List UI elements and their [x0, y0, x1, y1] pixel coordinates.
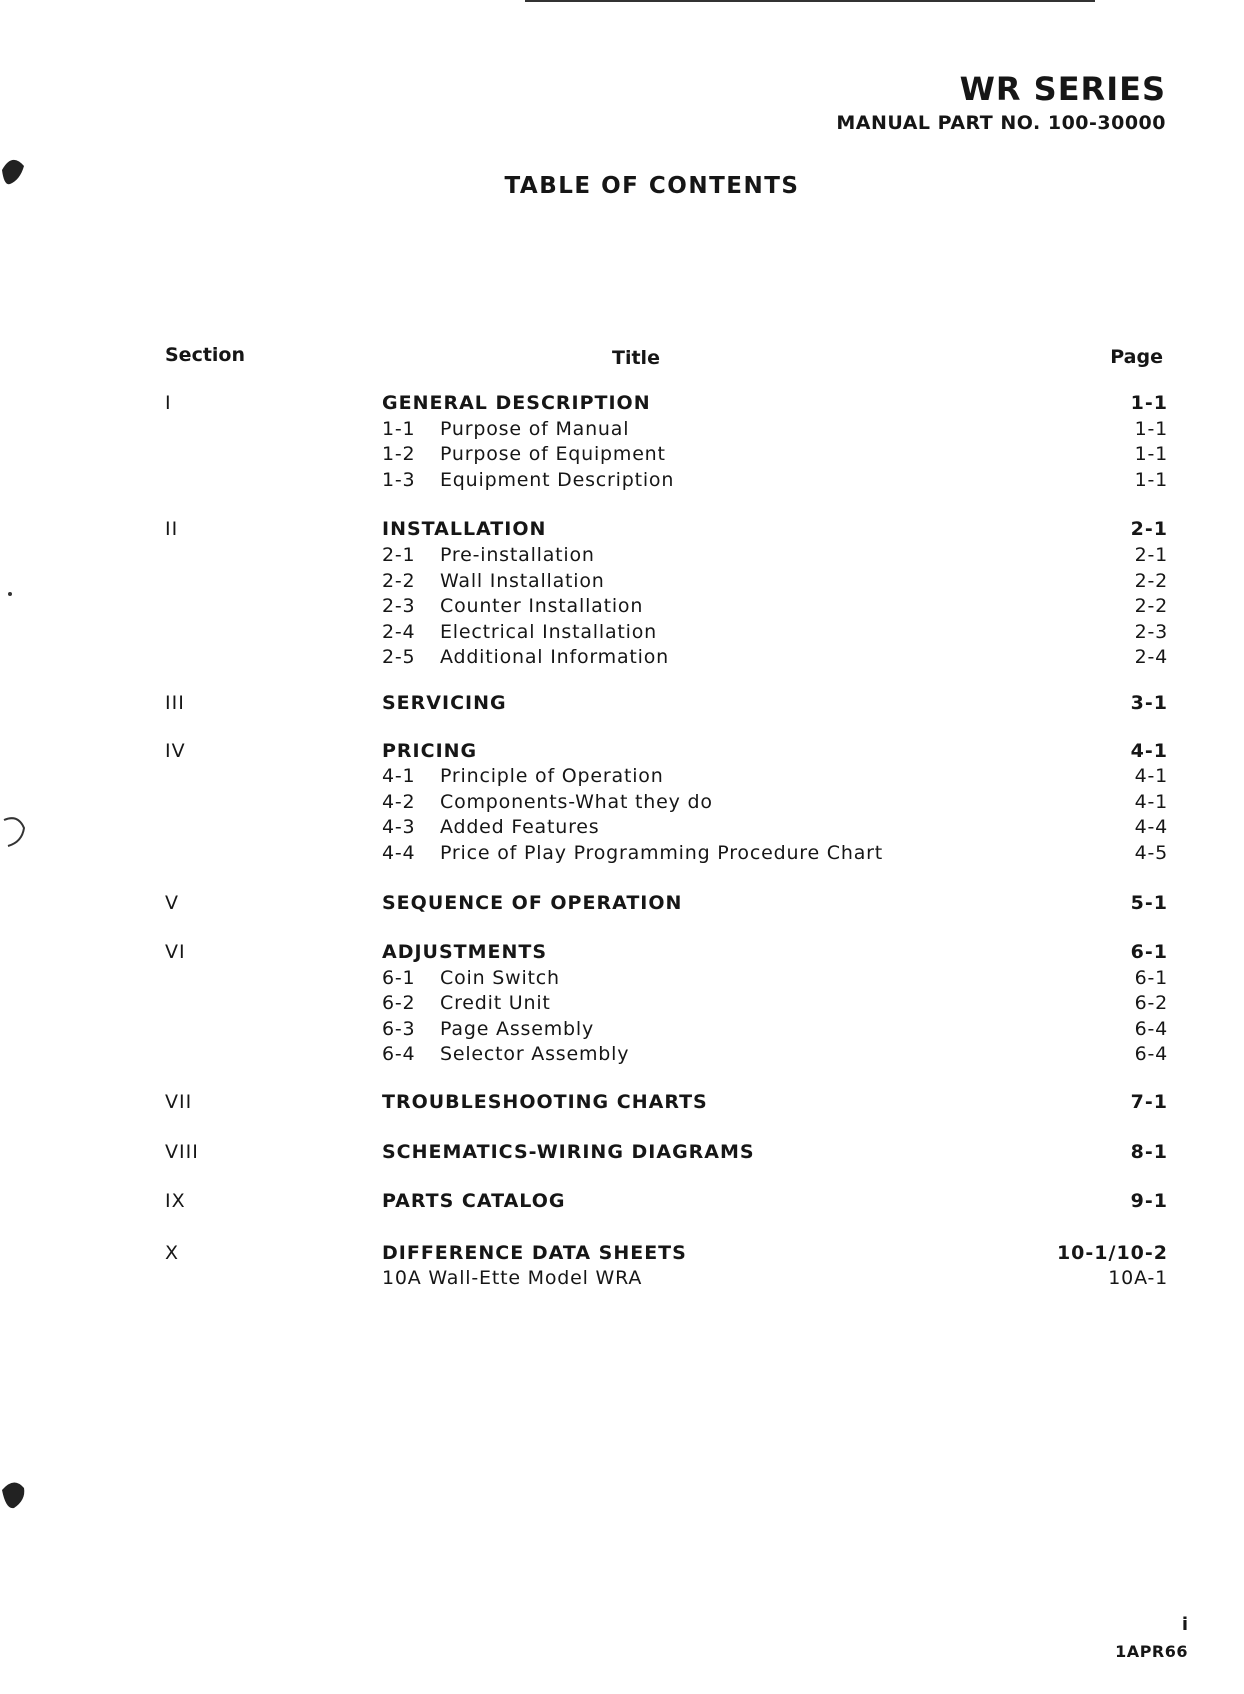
series-title: WR SERIES: [959, 70, 1166, 108]
subsection-page: 2-4: [1134, 646, 1168, 669]
toc-subsection-row: [0, 570, 1244, 596]
section-gap: [0, 1216, 1244, 1242]
subsection-number: 6-2: [382, 992, 416, 1015]
section-gap: [0, 1166, 1244, 1190]
toc-section: [0, 892, 1244, 918]
toc-section-row: [0, 1141, 1244, 1167]
toc-section: [0, 1190, 1244, 1216]
subsection-page: 4-5: [1134, 841, 1168, 864]
toc-subsection-row: [0, 816, 1244, 842]
subsection-page: 4-1: [1134, 790, 1168, 813]
column-header-title: Title: [612, 347, 660, 369]
section-title: INSTALLATION: [382, 518, 547, 541]
section-numeral: V: [165, 891, 179, 914]
section-page: 9-1: [1130, 1190, 1168, 1213]
section-numeral: VIII: [165, 1140, 199, 1163]
section-page: 7-1: [1130, 1091, 1168, 1114]
footer-page-number: i: [1181, 1614, 1188, 1635]
section-page: 8-1: [1130, 1140, 1168, 1163]
toc-section-row: [0, 892, 1244, 918]
section-title: GENERAL DESCRIPTION: [382, 392, 651, 414]
toc-section: [0, 1091, 1244, 1117]
subsection-title: Selector Assembly: [440, 1043, 630, 1066]
section-page: 1-1: [1130, 392, 1168, 414]
binder-hole-mark-2: [4, 818, 24, 846]
section-numeral: X: [165, 1241, 180, 1264]
toc-subsection-row: [0, 621, 1244, 647]
toc-section-row: [0, 692, 1244, 718]
section-title: SERVICING: [382, 691, 507, 714]
section-numeral: VII: [165, 1091, 193, 1114]
toc-section-row: [0, 1190, 1244, 1216]
subsection-title: Purpose of Equipment: [440, 443, 666, 466]
subsection-title: Page Assembly: [440, 1017, 595, 1040]
section-page: 3-1: [1130, 691, 1168, 714]
toc-section-row: [0, 740, 1244, 766]
toc-section-row: [0, 1242, 1244, 1268]
toc-section-row: [0, 518, 1244, 544]
subsection-page: 1-1: [1134, 417, 1168, 440]
toc-section: [0, 740, 1244, 868]
subsection-number: 2-5: [382, 646, 416, 669]
subsection-page: 6-4: [1134, 1043, 1168, 1066]
subsection-title: Additional Information: [440, 646, 670, 669]
subsection-title: Credit Unit: [440, 992, 551, 1015]
toc-section-row: [0, 392, 1244, 418]
section-numeral: IV: [165, 739, 186, 762]
toc-subsection-row: [0, 765, 1244, 791]
toc-subsection-row: [0, 791, 1244, 817]
section-gap: [0, 868, 1244, 892]
subsection-title: Principle of Operation: [440, 765, 664, 788]
toc-subsection-row: [0, 418, 1244, 444]
subsection-number: 1-1: [382, 417, 416, 440]
toc-subsection-row: [0, 967, 1244, 993]
section-page: 10-1/10-2: [1056, 1241, 1168, 1264]
subsection-page: 6-2: [1134, 992, 1168, 1015]
toc-subsection-row: [0, 1267, 1244, 1293]
toc-subsection-row: [0, 842, 1244, 868]
binder-hole-mark-3: [2, 1482, 24, 1508]
section-gap: [0, 1117, 1244, 1141]
page-title: TABLE OF CONTENTS: [504, 173, 800, 199]
section-page: 5-1: [1130, 891, 1168, 914]
subsection-page: 6-1: [1134, 966, 1168, 989]
subsection-title: Pre-installation: [440, 543, 595, 566]
subsection-number: 4-3: [382, 816, 416, 839]
toc-section: [0, 692, 1244, 718]
section-page: 6-1: [1130, 941, 1168, 964]
subsection-number: 2-2: [382, 569, 416, 592]
section-gap: [0, 1069, 1244, 1091]
toc-section: [0, 941, 1244, 1069]
toc-list: [0, 392, 1244, 1293]
section-title: PRICING: [382, 739, 478, 762]
section-title: PARTS CATALOG: [382, 1190, 566, 1213]
manual-part-number: MANUAL PART NO. 100-30000: [836, 112, 1166, 134]
footer-date-code: 1APR66: [1115, 1642, 1188, 1661]
toc-section: [0, 1141, 1244, 1167]
scan-marks: [0, 0, 40, 1694]
subsection-page: 2-1: [1134, 543, 1168, 566]
section-numeral: IX: [165, 1190, 186, 1213]
binder-hole-mark-1: [2, 160, 24, 184]
subsection-number: 2-1: [382, 543, 416, 566]
subsection-number: 4-1: [382, 765, 416, 788]
section-title: SCHEMATICS-WIRING DIAGRAMS: [382, 1140, 755, 1163]
section-numeral: III: [165, 691, 185, 714]
section-title: DIFFERENCE DATA SHEETS: [382, 1241, 687, 1264]
subsection-number: 6-1: [382, 966, 416, 989]
subsection-page: 4-1: [1134, 765, 1168, 788]
subsection-title: 10A Wall-Ette Model WRA: [382, 1267, 643, 1290]
toc-subsection-row: [0, 1043, 1244, 1069]
column-header-page: Page: [1110, 346, 1163, 368]
column-header-section: Section: [165, 344, 246, 366]
subsection-page: 1-1: [1134, 443, 1168, 466]
subsection-page: 2-2: [1134, 569, 1168, 592]
section-numeral: II: [165, 518, 179, 541]
subsection-number: 1-2: [382, 443, 416, 466]
subsection-number: 6-3: [382, 1017, 416, 1040]
toc-section-row: [0, 941, 1244, 967]
subsection-number: 4-2: [382, 790, 416, 813]
section-gap: [0, 672, 1244, 692]
toc-subsection-row: [0, 469, 1244, 495]
section-gap: [0, 718, 1244, 740]
subsection-title: Components-What they do: [440, 790, 713, 813]
subsection-title: Price of Play Programming Procedure Chart: [440, 841, 884, 864]
subsection-title: Equipment Description: [440, 468, 675, 491]
section-numeral: I: [165, 392, 172, 414]
subsection-number: 2-3: [382, 595, 416, 618]
toc-subsection-row: [0, 1018, 1244, 1044]
section-numeral: VI: [165, 941, 186, 964]
section-page: 4-1: [1130, 739, 1168, 762]
subsection-title: Wall Installation: [440, 569, 605, 592]
section-title: ADJUSTMENTS: [382, 941, 548, 964]
toc-section: [0, 1242, 1244, 1293]
subsection-page: 10A-1: [1108, 1267, 1168, 1290]
subsection-page: 1-1: [1134, 468, 1168, 491]
subsection-title: Electrical Installation: [440, 620, 657, 643]
subsection-title: Coin Switch: [440, 966, 560, 989]
subsection-page: 2-2: [1134, 595, 1168, 618]
toc-subsection-row: [0, 443, 1244, 469]
subsection-page: 4-4: [1134, 816, 1168, 839]
subsection-page: 2-3: [1134, 620, 1168, 643]
subsection-number: 4-4: [382, 841, 416, 864]
subsection-number: 6-4: [382, 1043, 416, 1066]
section-gap: [0, 917, 1244, 941]
section-page: 2-1: [1130, 518, 1168, 541]
toc-section-row: [0, 1091, 1244, 1117]
toc-subsection-row: [0, 595, 1244, 621]
toc-subsection-row: [0, 646, 1244, 672]
toc-subsection-row: [0, 544, 1244, 570]
subsection-title: Added Features: [440, 816, 600, 839]
section-title: TROUBLESHOOTING CHARTS: [382, 1091, 708, 1114]
section-title: SEQUENCE OF OPERATION: [382, 891, 683, 914]
toc-section: [0, 392, 1244, 494]
toc-subsection-row: [0, 992, 1244, 1018]
subsection-page: 6-4: [1134, 1017, 1168, 1040]
top-rule: [525, 0, 1095, 2]
section-gap: [0, 494, 1244, 518]
toc-section: [0, 518, 1244, 672]
subsection-number: 1-3: [382, 468, 416, 491]
subsection-title: Counter Installation: [440, 595, 644, 618]
scan-dot: [8, 592, 12, 596]
subsection-title: Purpose of Manual: [440, 417, 630, 440]
subsection-number: 2-4: [382, 620, 416, 643]
